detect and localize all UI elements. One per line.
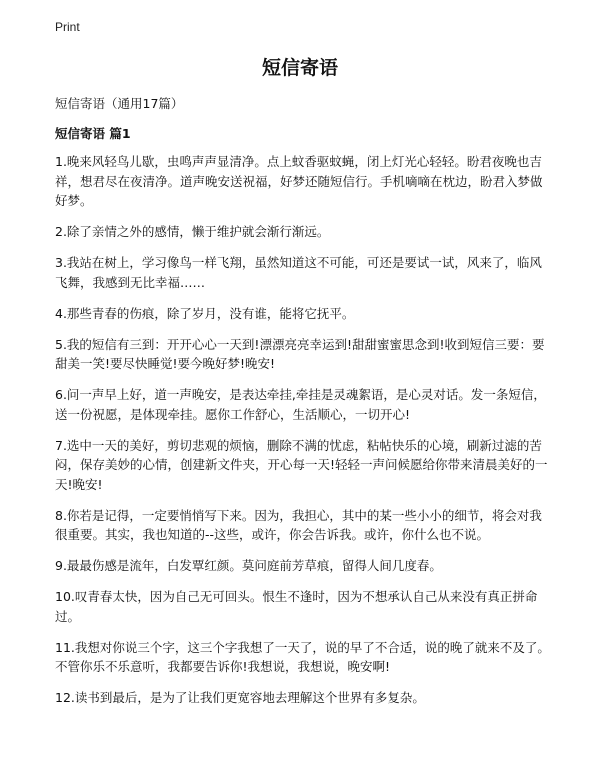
list-item: 5.我的短信有三到：开开心心一天到!漂漂亮亮幸运到!甜甜蜜蜜思念到!收到短信三要：要甜美一笑!要尽快睡觉!要今晚好梦!晚安! bbox=[55, 336, 545, 371]
list-item: 2.除了亲情之外的感情，懒于维护就会渐行渐远。 bbox=[55, 224, 330, 239]
list-item: 7.选中一天的美好，剪切悲观的烦恼，删除不满的忧虑，粘帖快乐的心境，刷新过滤的苦闷，保存美妙的心情，创建新文件夹，开心每一天!轻轻一声问候愿给你带来清晨美好的一天!晚安! bbox=[55, 437, 548, 492]
list-item: 11.我想对你说三个字，这三个字我想了一天了，说的早了不合适，说的晚了就来不及了。不管你乐不乐意听，我都要告诉你!我想说，我想说，晚安啊! bbox=[55, 639, 550, 674]
message-list bbox=[55, 152, 553, 719]
list-item: 8.你若是记得，一定要悄悄写下来。因为，我担心，其中的某一些小小的细节，将会对我很重要。其实，我也知道的--这些，或许，你会告诉我。或许，你什么也不说。 bbox=[55, 507, 542, 542]
list-item: 4.那些青春的伤痕，除了岁月，没有谁，能将它抚平。 bbox=[55, 305, 355, 321]
list-item: 10.叹青春太快，因为自己无可回头。恨生不逢时，因为不想承认自己从来没有真正拼命过。 bbox=[55, 589, 538, 624]
page-title: 短信寄语 bbox=[261, 57, 338, 79]
section-heading: 短信寄语 篇1 bbox=[55, 126, 131, 141]
document-subtitle: 短信寄语（通用17篇） bbox=[55, 96, 184, 111]
list-item: 6.问一声早上好，道一声晚安，是表达牵挂,牵挂是灵魂絮语，是心灵对话。发一条短信，送一份祝愿，是体现牵挂。愿你工作舒心，生活顺心，一切开心! bbox=[55, 387, 546, 422]
list-item: 9.最最伤感是流年，白发覃红颜。莫问庭前芳草痕，留得人间几度春。 bbox=[55, 558, 442, 573]
print-link[interactable]: Print bbox=[55, 20, 80, 34]
list-item: 1.晚来风轻鸟儿歇，虫鸣声声显清净。点上蚊香驱蚊蝇，闭上灯光心轻轻。盼君夜晚也吉祥，想君尽在夜清净。道声晚安送祝福，好梦还随短信行。手机嘀嘀在枕边，盼君入梦做好梦。 bbox=[55, 154, 543, 208]
list-item: 3.我站在树上，学习像鸟一样飞翔，虽然知道这不可能，可还是要试一试，风来了，临风飞舞，我感到无比幸福…… bbox=[55, 255, 542, 290]
list-item: 12.读书到最后，是为了让我们更宽容地去理解这个世界有多复杂。 bbox=[55, 690, 425, 705]
